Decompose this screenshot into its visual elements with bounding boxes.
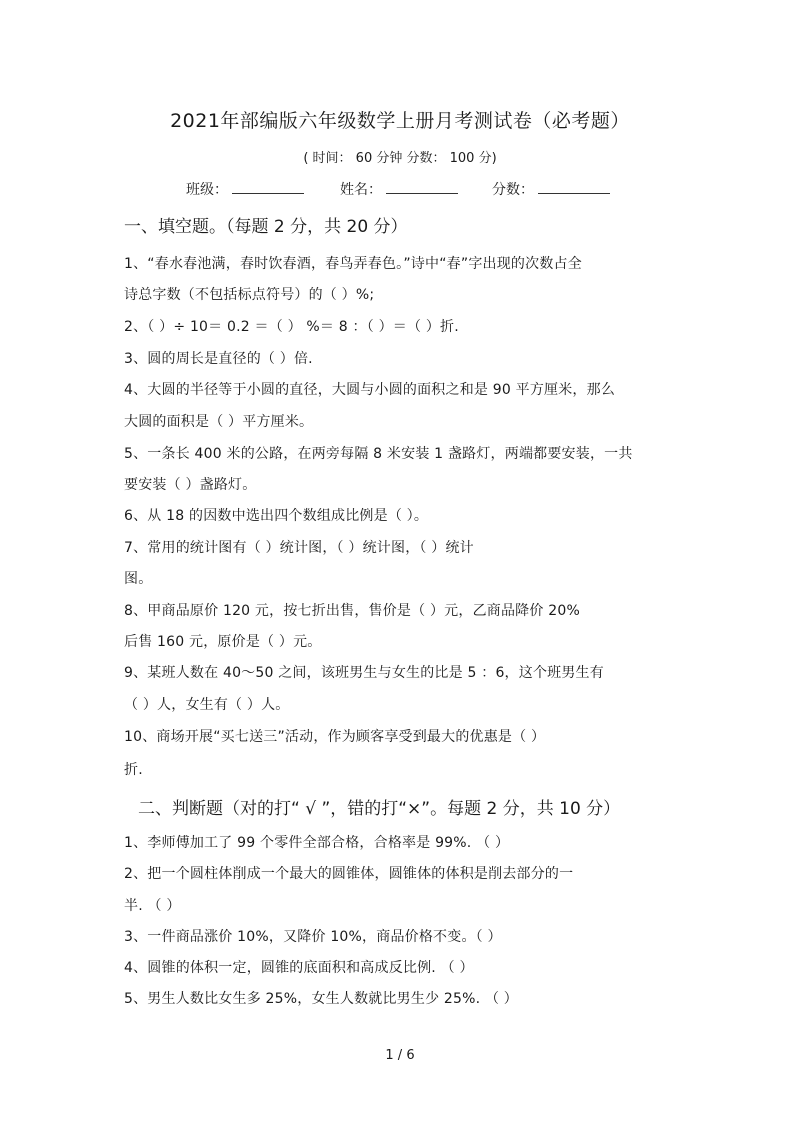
- question-line: 要安装（ ）盏路灯。: [124, 477, 257, 493]
- question-line: 2、把一个圆柱体削成一个最大的圆锥体，圆锥体的体积是削去部分的一: [124, 866, 574, 882]
- class-field: [186, 179, 304, 199]
- question-line: 5、一条长 400 米的公路，在两旁每隔 8 米安装 1 盏路灯，两端都要安装，一共: [124, 446, 633, 462]
- class-label: 班级：: [186, 182, 228, 198]
- score-label: 分数：: [492, 182, 534, 198]
- section-true-false-heading: 二、判断题（对的打“ √ ”，错的打“×”。每题 2 分，共 10 分）: [138, 799, 621, 819]
- question-line: 1、“春水春池满，春时饮春酒，春鸟弄春色。”诗中“春”字出现的次数占全: [124, 256, 582, 272]
- question-line: 8、甲商品原价 120 元，按七折出售，售价是（ ）元，乙商品降价 20%: [124, 603, 580, 619]
- page-number: 1 / 6: [385, 1048, 415, 1063]
- exam-time-score: ( 时间： 60 分钟 分数： 100 分): [303, 151, 497, 166]
- name-blank[interactable]: [386, 179, 458, 194]
- question-line: （ ）人，女生有（ ）人。: [124, 697, 290, 713]
- question-line: 1、李师傅加工了 99 个零件全部合格，合格率是 99%. （ ）: [124, 835, 510, 851]
- name-label: 姓名：: [340, 182, 382, 198]
- question-line: 后售 160 元，原价是（ ）元。: [124, 634, 322, 650]
- question-line: 诗总字数（不包括标点符号）的（ ）%;: [124, 287, 375, 303]
- question-line: 4、圆锥的体积一定，圆锥的底面积和高成反比例. （ ）: [124, 960, 474, 976]
- student-info-row: [0, 179, 800, 203]
- score-blank[interactable]: [538, 179, 610, 194]
- class-blank[interactable]: [232, 179, 304, 194]
- question-line: 3、一件商品涨价 10%，又降价 10%，商品价格不变。（ ）: [124, 929, 502, 945]
- question-line: 4、大圆的半径等于小圆的直径，大圆与小圆的面积之和是 90 平方厘米，那么: [124, 382, 616, 398]
- score-field: [492, 179, 610, 199]
- question-line: 5、男生人数比女生多 25%，女生人数就比男生少 25%. （ ）: [124, 991, 518, 1007]
- exam-title: 2021年部编版六年级数学上册月考测试卷（必考题）: [170, 110, 630, 132]
- question-line: 图。: [124, 571, 153, 587]
- question-line: 3、圆的周长是直径的（ ）倍.: [124, 351, 313, 367]
- question-line: 10、商场开展“买七送三”活动，作为顾客享受到最大的优惠是（ ）: [124, 729, 546, 745]
- question-line: 9、某班人数在 40～50 之间，该班男生与女生的比是 5 ：6，这个班男生有: [124, 665, 604, 681]
- question-line: 大圆的面积是（ ）平方厘米。: [124, 414, 314, 430]
- section-fill-in-heading: 一、填空题。（每题 2 分，共 20 分）: [124, 217, 408, 237]
- question-line: 7、常用的统计图有（ ）统计图，（ ）统计图，（ ）统计: [124, 540, 474, 556]
- name-field: [340, 179, 458, 199]
- question-line: 折.: [124, 762, 143, 778]
- question-line: 半. （ ）: [124, 898, 181, 914]
- question-line: 6、从 18 的因数中选出四个数组成比例是（ ）。: [124, 508, 429, 524]
- question-line: 2、（ ）÷ 10＝ 0.2 ＝（ ） %＝ 8 ：（ ）＝（ ）折.: [124, 319, 459, 335]
